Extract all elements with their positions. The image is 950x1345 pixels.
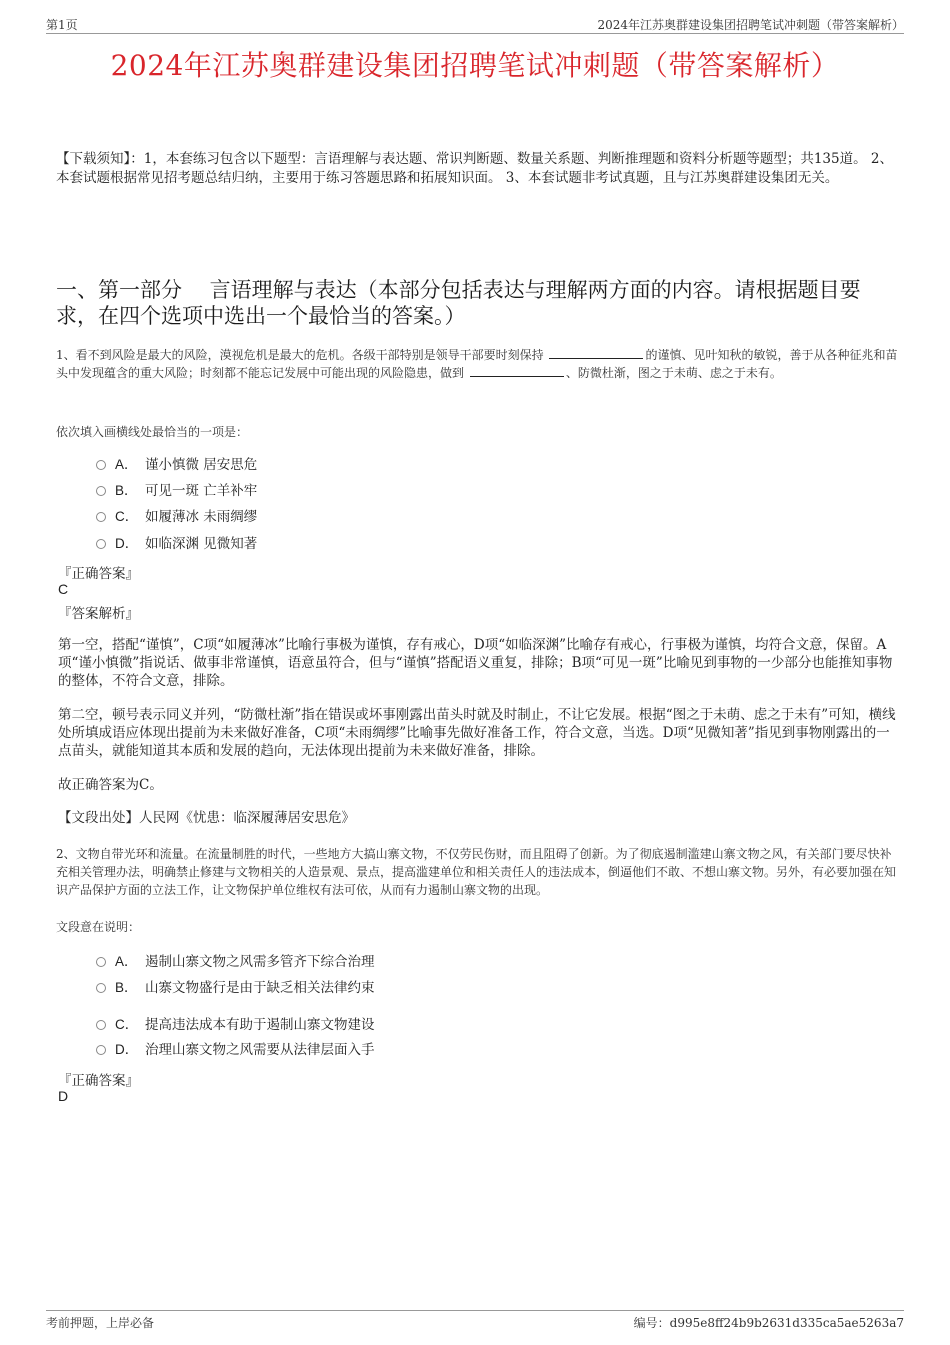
option-text: 可见一斑 亡羊补牢: [145, 483, 258, 499]
question-2-option-b[interactable]: [96, 978, 375, 998]
radio-icon[interactable]: [96, 539, 106, 549]
radio-icon[interactable]: [96, 1045, 106, 1055]
option-text: 提高违法成本有助于遏制山寨文物建设: [145, 1017, 375, 1033]
question-2-option-c[interactable]: [96, 1015, 375, 1035]
question-2-option-d[interactable]: [96, 1040, 375, 1060]
question-1-option-b[interactable]: [96, 481, 257, 501]
radio-icon[interactable]: [96, 957, 106, 967]
option-label: B．: [115, 483, 138, 498]
question-2-answer: D: [58, 1088, 69, 1104]
option-label: C．: [115, 509, 139, 524]
option-text: 遏制山寨文物之风需多管齐下综合治理: [145, 954, 375, 970]
radio-icon[interactable]: [96, 512, 106, 522]
question-2-text: 2、文物自带光环和流量。在流量制胜的时代，一些地方大搞山寨文物，不仅劳民伤财，而且阻碍了创新。为了彻底遏制滥建山寨文物之风，有关部门要尽快补充相关管理办法，明确禁止修建与文物相关的人造景观、景点，提高滥建单位和相关责任人的违法成本，倒逼他们不敢、不想山寨文物。另外，有必要加强在知识产品保护方面的立法工作，让文物保护单位维权有法可依，从而有力遏制山寨文物的出现。: [56, 847, 897, 897]
radio-icon[interactable]: [96, 1020, 106, 1030]
question-2-option-a[interactable]: [96, 952, 375, 972]
option-text: 如履薄冰 未雨绸缪: [145, 509, 258, 525]
question-1-option-a[interactable]: [96, 455, 257, 475]
option-text: 山寨文物盛行是由于缺乏相关法律约束: [145, 980, 375, 996]
document-id: 编号：d995e8ff24b9b2631d335ca5ae5263a7: [633, 1316, 904, 1330]
option-label: A．: [115, 954, 138, 969]
fill-blank-2: [470, 364, 564, 377]
download-notice: 【下载须知】：1，本套练习包含以下题型：言语理解与表达题、常识判断题、数量关系题、判断推理题和资料分析题等题型；共135道。 2、本套试题根据常见招考题总结归纳，主要用于练习答题思路和拓展知识面。 3、本套试题非考试真题，且与江苏奥群建设集团无关。: [56, 151, 893, 186]
page-number: 第1页: [46, 18, 78, 32]
option-text: 如临深渊 见微知著: [145, 536, 258, 552]
footer-slogan: 考前押题，上岸必备: [46, 1316, 155, 1330]
radio-icon[interactable]: [96, 486, 106, 496]
fill-blank-1: [549, 346, 643, 359]
question-1-answer: C: [58, 581, 69, 597]
header-doc-title: 2024年江苏奥群建设集团招聘笔试冲刺题（带答案解析）: [597, 18, 904, 32]
question-1-prompt: 依次填入画横线处最恰当的一项是：: [56, 425, 249, 439]
question-1-option-c[interactable]: [96, 507, 257, 527]
page-title: 2024年江苏奥群建设集团招聘笔试冲刺题（带答案解析）: [110, 49, 840, 82]
option-label: D．: [115, 536, 139, 551]
radio-icon[interactable]: [96, 460, 106, 470]
question-1-source: 【文段出处】人民网《忧患：临深履薄居安思危》: [58, 810, 355, 826]
footer-divider: [46, 1310, 904, 1311]
question-1-text-a: 1、看不到风险是最大的风险，漠视危机是最大的危机。各级干部特别是领导干部要时刻保持: [56, 348, 548, 362]
question-1-analysis-p2: 第二空，顿号表示同义并列，“防微杜渐”指在错误或坏事刚露出苗头时就及时制止，不让它发展。根据“图之于未萌、虑之于未有”可知，横线处所填成语应体现出提前为未来做好准备，C项“未雨绸缪”比喻事先做好准备工作，符合文意，当选。D项“见微知著”指见到事物刚露出的一点苗头，就能知道其本质和发展的趋向，无法体现出提前为未来做好准备，排除。: [58, 707, 896, 759]
question-2-answer-label: 『正确答案』: [58, 1073, 139, 1089]
option-label: A．: [115, 457, 138, 472]
option-text: 谨小慎微 居安思危: [145, 457, 258, 473]
header-divider: [46, 33, 904, 34]
question-1-conclusion: 故正确答案为C。: [58, 777, 163, 793]
question-1-option-d[interactable]: [96, 534, 257, 554]
question-1-analysis-p1: 第一空，搭配“谨慎”，C项“如履薄冰”比喻行事极为谨慎，存有戒心，D项“如临深渊”比喻存有戒心，行事极为谨慎，均符合文意，保留。A项“谨小慎微”指说话、做事非常谨慎，语意虽符合，但与“谨慎”搭配语义重复，排除；B项“可见一斑”比喻见到事物的一少部分也能推知事物的整体，不符合文意，排除。: [58, 637, 893, 689]
option-text: 治理山寨文物之风需要从法律层面入手: [145, 1042, 375, 1058]
option-label: D．: [115, 1042, 139, 1057]
question-1-text-b: 的谨慎、见叶知秋的敏锐，善于从各种征兆和苗头中发现蕴含的重大风险；时刻都不能忘记发展中可能出现的风险隐患，做到: [56, 348, 898, 380]
question-1-text-c: 、防微杜渐，图之于未萌、虑之于未有。: [565, 366, 782, 380]
question-1-text: [56, 346, 898, 382]
option-label: C．: [115, 1017, 139, 1032]
radio-icon[interactable]: [96, 983, 106, 993]
option-label: B．: [115, 980, 138, 995]
question-2-prompt: 文段意在说明：: [56, 920, 141, 934]
question-1-answer-label: 『正确答案』: [58, 566, 139, 582]
question-1-analysis-label: 『答案解析』: [58, 606, 139, 622]
section-heading: 一、第一部分 言语理解与表达（本部分包括表达与理解两方面的内容。请根据题目要求，在四个选项中选出一个最恰当的答案。）: [56, 278, 861, 328]
